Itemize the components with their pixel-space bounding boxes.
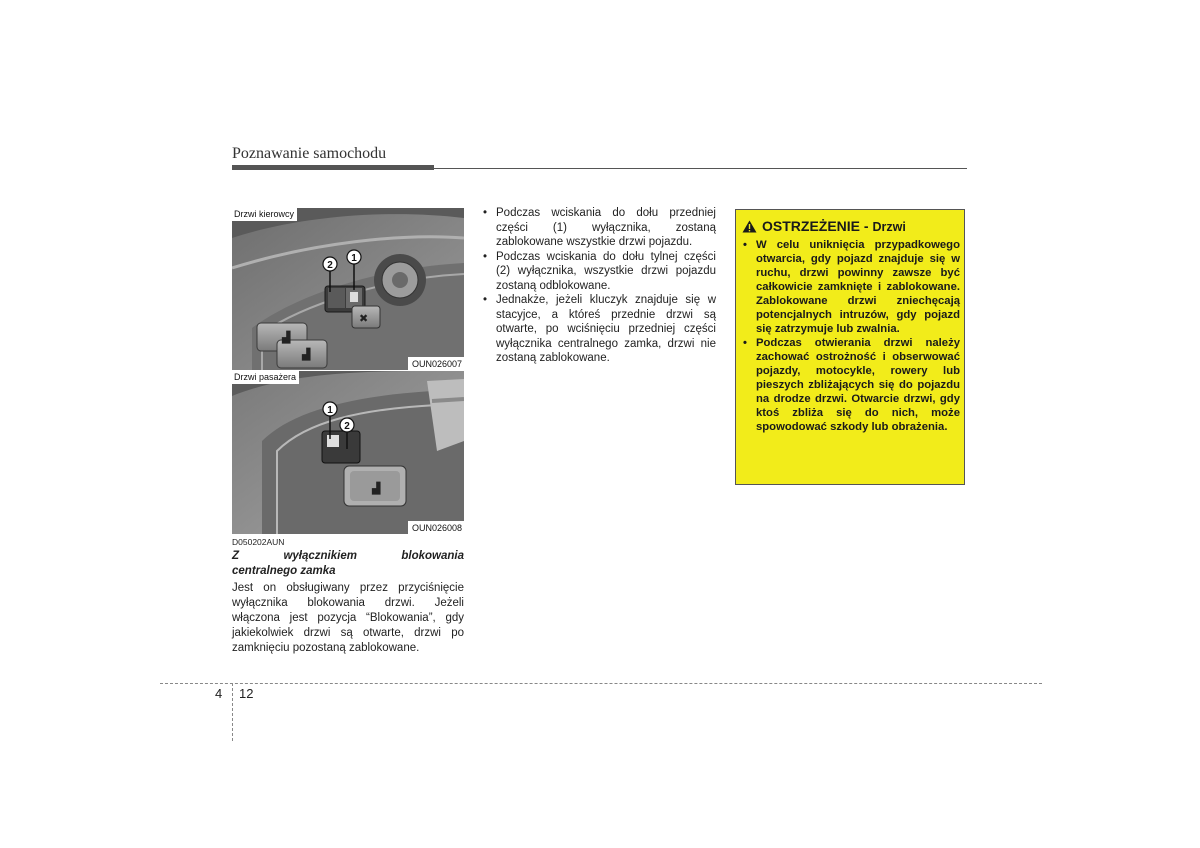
warning-title-text: OSTRZEŻENIE - xyxy=(762,218,869,234)
warning-list xyxy=(742,238,960,434)
section-heading-line1: Z wyłącznikiem blokowania xyxy=(232,550,464,562)
list-item: • Podczas wciskania do dołu przedniej części (1) wyłącznika, zostaną zablokowane wszystkie drzwi pojazdu. xyxy=(482,206,716,250)
list-item: • Podczas wciskania do dołu tylnej części (2) wyłącznika, wszystkie drzwi pojazdu zostaną odblokowane. xyxy=(482,250,716,294)
section-code-ref: D050202AUN xyxy=(232,537,285,547)
warning-title xyxy=(742,218,960,234)
figure-label: Drzwi kierowcy xyxy=(232,208,297,221)
figure-code: OUN026007 xyxy=(408,357,464,370)
instruction-list xyxy=(482,206,716,366)
footer-divider xyxy=(232,683,233,741)
svg-text:▟: ▟ xyxy=(302,348,311,361)
callout-1: 1 xyxy=(351,253,357,264)
callout-2: 2 xyxy=(327,260,333,271)
passenger-door-switch-photo xyxy=(232,371,464,534)
section-paragraph: Jest on obsługiwany przez przyciśnięcie wyłącznika blokowania drzwi. Jeżeli włączona jest pozycja “Blokowania”, gdy jakiekolwiek drzwi są otwarte, drzwi po zamknięciu pozostaną zablokowane. xyxy=(232,582,464,654)
section-heading-line2: centralnego zamka xyxy=(232,565,336,577)
warning-triangle-icon xyxy=(742,220,757,233)
header-rule-thin xyxy=(434,168,967,169)
driver-door-switch-photo xyxy=(232,208,464,370)
svg-text:▟: ▟ xyxy=(372,482,381,495)
footer-rule xyxy=(160,683,1042,684)
figure-passenger-door xyxy=(232,370,464,534)
svg-text:✖: ✖ xyxy=(359,312,369,325)
figure-driver-door xyxy=(232,208,464,370)
warning-subtitle: Drzwi xyxy=(872,220,906,234)
header-rule-thick xyxy=(232,165,434,170)
svg-text:▟: ▟ xyxy=(282,331,291,344)
warning-box xyxy=(735,209,965,485)
list-item: • Jednakże, jeżeli kluczyk znajduje się w stacyjce, a któreś przednie drzwi są otwarte, po wciśnięciu przedniej części wyłącznika centralnego zamka, drzwi nie zostaną zablokowane. xyxy=(482,293,716,366)
callout-2: 2 xyxy=(344,421,350,432)
list-item: • Podczas otwierania drzwi należy zachować ostrożność i obserwować pojazdy, motocykle, rowery lub pieszych zbliżających się do pojazdu na drodze drzwi. Otwarcie drzwi, gdy ktoś zbliża się do nich, może spowodować szkody lub obrażenia. xyxy=(742,336,960,434)
callout-1: 1 xyxy=(327,405,333,416)
figure-code: OUN026008 xyxy=(408,521,464,534)
section-header-title: Poznawanie samochodu xyxy=(232,145,387,162)
page-number: 12 xyxy=(239,686,254,701)
section-heading xyxy=(232,549,464,579)
page-chapter-number: 4 xyxy=(215,686,223,701)
figure-label: Drzwi pasażera xyxy=(232,371,299,384)
list-item: • W celu uniknięcia przypadkowego otwarcia, gdy pojazd znajduje się w ruchu, drzwi powinny zawsze być całkowicie zamknięte i zablokowane. Zablokowane drzwi zniechęcają potencjalnych intruzów, gdy pojazd się zatrzymuje lub zwalnia. xyxy=(742,238,960,336)
